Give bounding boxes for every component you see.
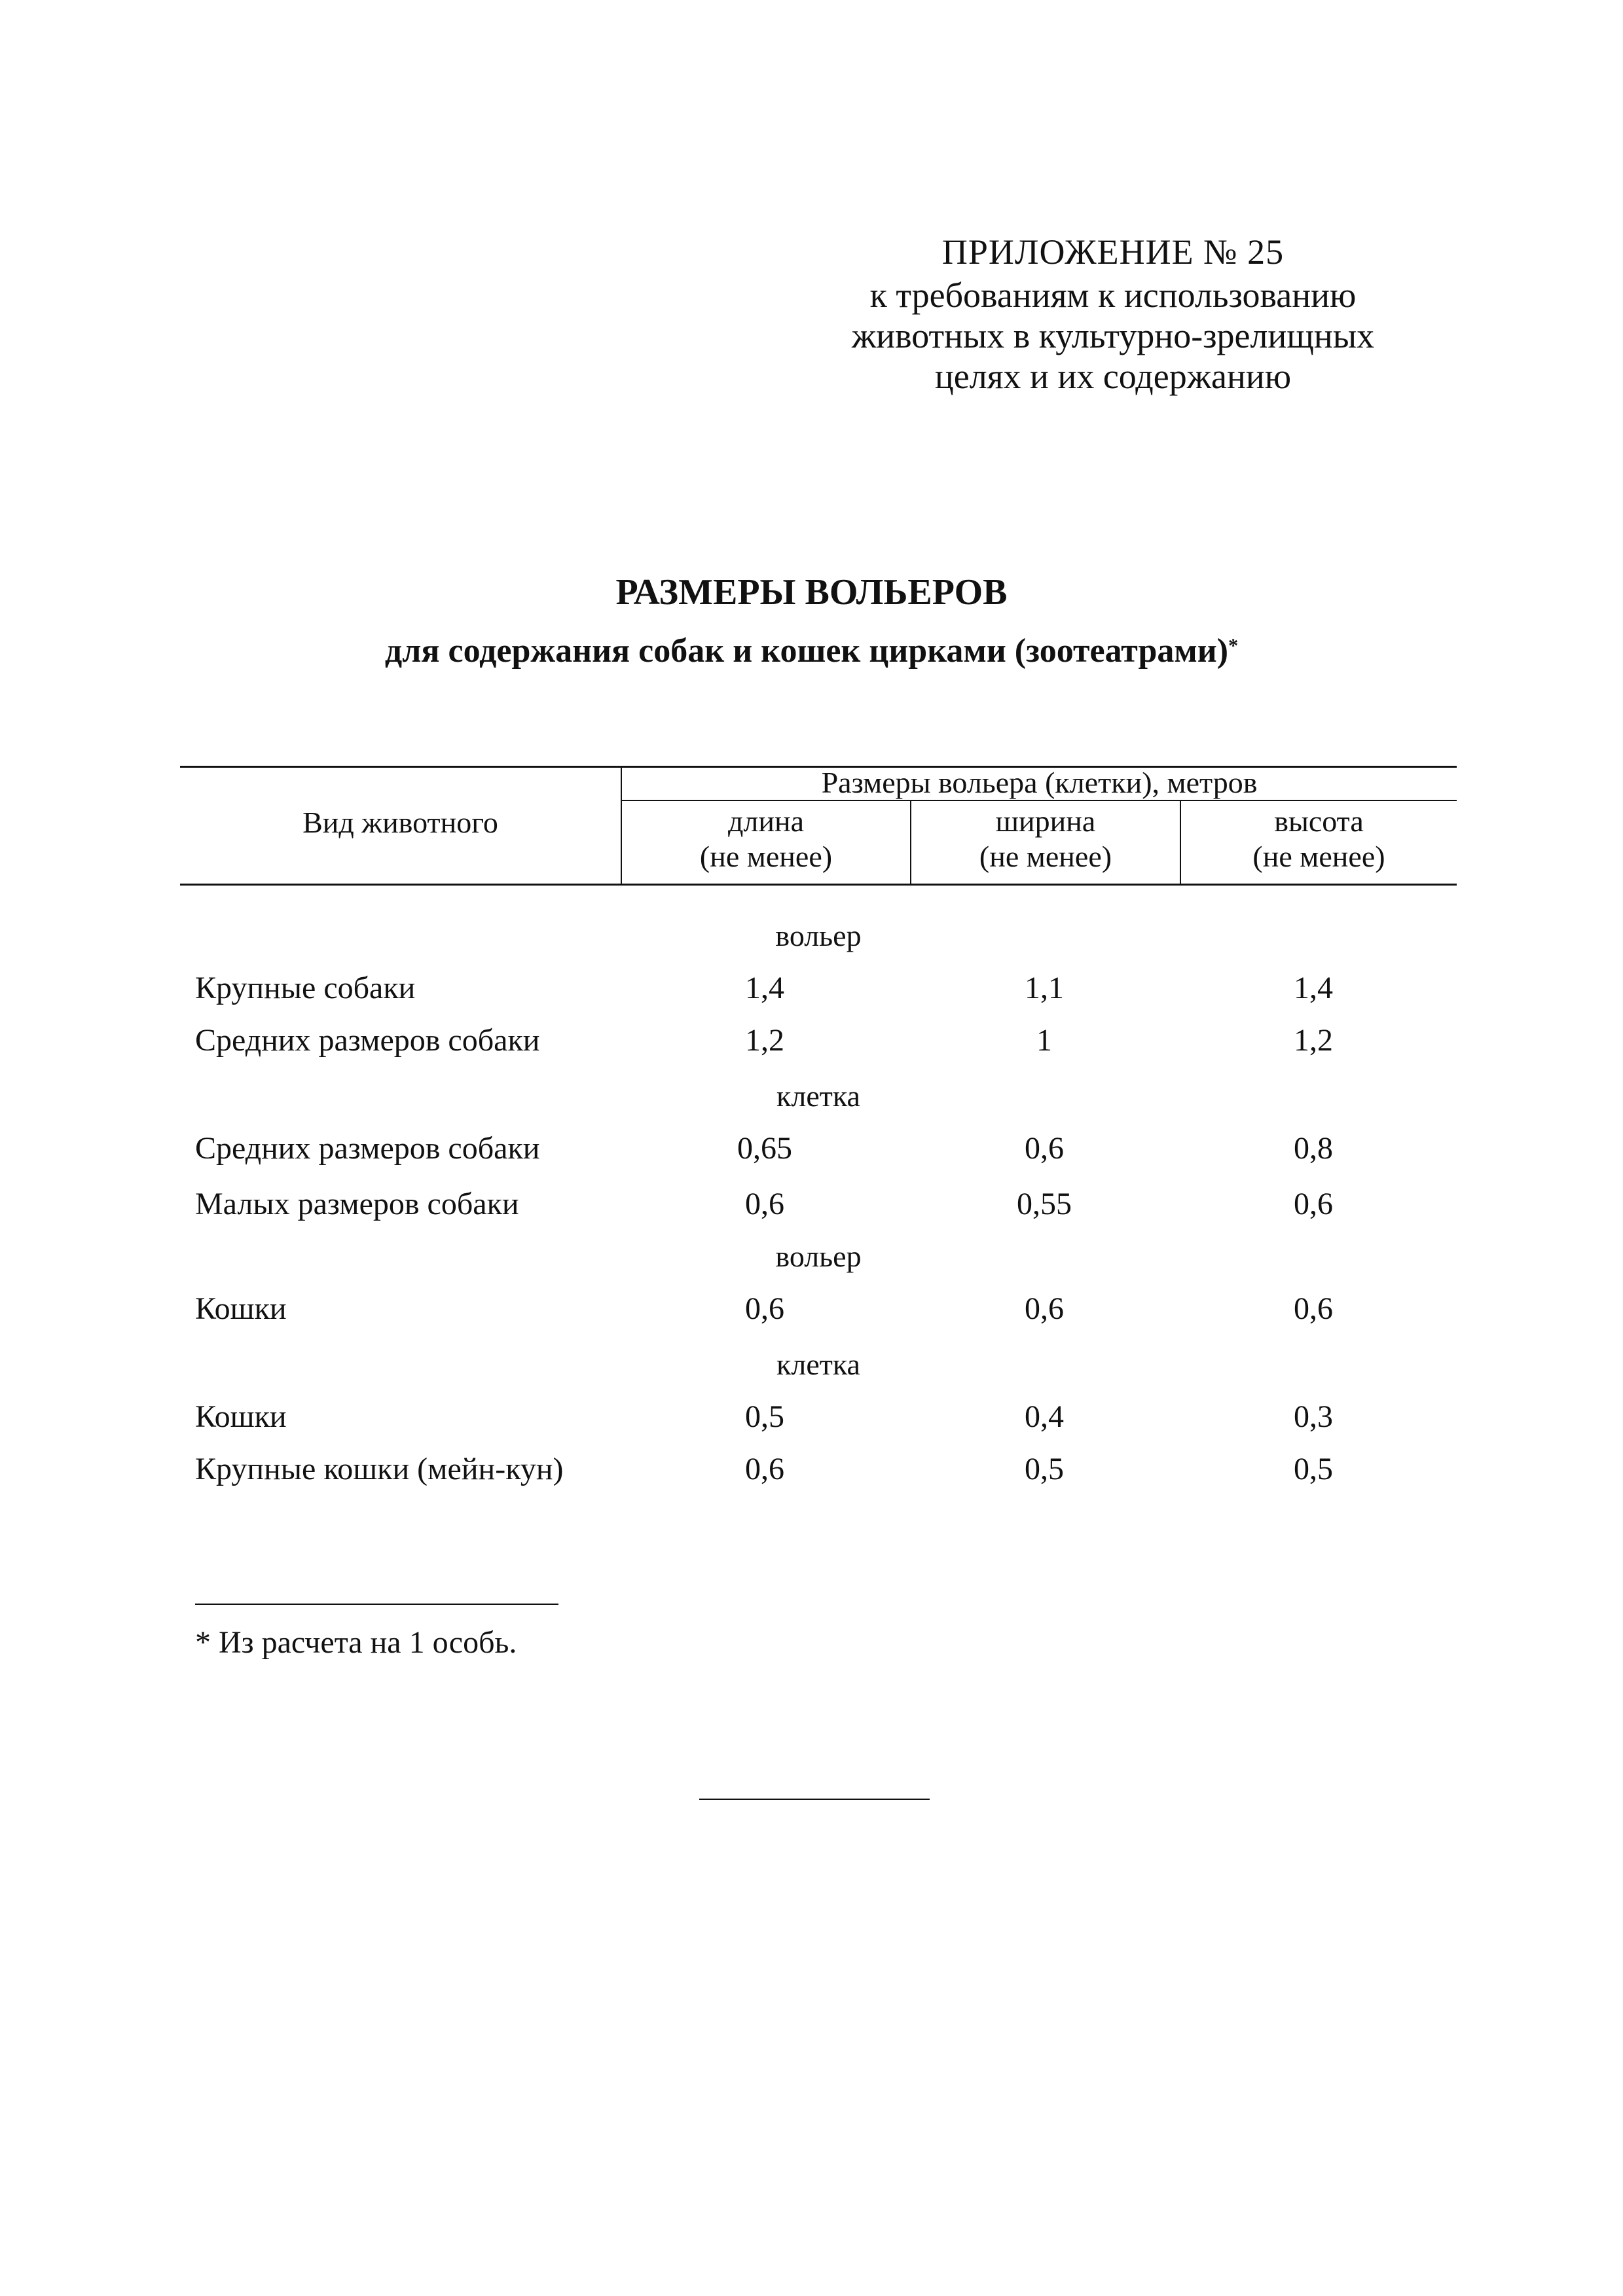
height-value: 1,2 (1294, 1023, 1333, 1058)
width-value: 0,6 (1025, 1291, 1064, 1326)
table-row (0, 1129, 1623, 1168)
width-value: 0,55 (1017, 1187, 1072, 1221)
width-value: 0,6 (1025, 1131, 1064, 1166)
animal-name: Крупные собаки (195, 971, 416, 1005)
document-title: РАЗМЕРЫ ВОЛЬЕРОВ (615, 572, 1008, 613)
animal-name: Кошки (195, 1399, 287, 1434)
table-row (0, 1450, 1623, 1489)
height-value: 0,6 (1294, 1291, 1333, 1326)
length-value: 1,4 (745, 971, 784, 1005)
width-value: 0,4 (1025, 1399, 1064, 1434)
height-value: 0,6 (1294, 1187, 1333, 1221)
length-value: 0,5 (745, 1399, 784, 1434)
section-label-enclosure: вольер (775, 919, 862, 952)
height-value: 0,5 (1294, 1452, 1333, 1486)
animal-name: Кошки (195, 1291, 287, 1326)
length-value: 0,6 (745, 1187, 784, 1221)
animal-name: Крупные кошки (мейн-кун) (195, 1452, 564, 1486)
section-label-enclosure: вольер (775, 1240, 862, 1273)
width-value: 0,5 (1025, 1452, 1064, 1486)
footnote-separator (195, 1604, 558, 1605)
table-row (0, 1397, 1623, 1437)
header-width-name: ширина (995, 804, 1096, 838)
animal-name: Средних размеров собаки (195, 1131, 540, 1166)
table-row (0, 1021, 1623, 1060)
animal-name: Малых размеров собаки (195, 1187, 519, 1221)
table-row (0, 1289, 1623, 1329)
length-value: 0,65 (737, 1131, 792, 1166)
length-value: 1,2 (745, 1023, 784, 1058)
table-row (0, 1185, 1623, 1224)
length-value: 0,6 (745, 1452, 784, 1486)
annex-title: ПРИЛОЖЕНИЕ № 25 (941, 232, 1285, 272)
height-value: 0,8 (1294, 1131, 1333, 1166)
end-of-document-rule (699, 1799, 930, 1800)
length-value: 0,6 (745, 1291, 784, 1326)
header-length-note: (не менее) (699, 840, 833, 873)
header-height (1181, 804, 1457, 874)
section-label-cage: клетка (776, 1079, 860, 1113)
width-value: 1 (1036, 1023, 1052, 1058)
header-height-note: (не менее) (1252, 840, 1385, 873)
annex-block (786, 229, 1440, 397)
height-value: 0,3 (1294, 1399, 1333, 1434)
section-label-cage: клетка (776, 1348, 860, 1381)
header-width-note: (не менее) (979, 840, 1112, 873)
document-subtitle-text: для содержания собак и кошек цирками (зоотеатрами) (384, 632, 1229, 670)
footnote-marker: * (1228, 635, 1239, 656)
annex-line: к требованиям к использованию (869, 276, 1357, 315)
table-header-bottom-rule (180, 884, 1457, 886)
annex-line: животных в культурно-зрелищных (851, 316, 1375, 355)
document-subtitle (0, 628, 1623, 674)
table-group-rule (621, 800, 1457, 801)
header-height-name: высота (1274, 804, 1364, 838)
height-value: 1,4 (1294, 971, 1333, 1005)
header-animal-type: Вид животного (302, 806, 498, 839)
animal-name: Средних размеров собаки (195, 1023, 540, 1058)
header-width (911, 804, 1180, 874)
table-row (0, 969, 1623, 1008)
header-length (622, 804, 910, 874)
width-value: 1,1 (1025, 971, 1064, 1005)
header-size-group: Размеры вольера (клетки), метров (821, 766, 1258, 799)
footnote: * Из расчета на 1 особь. (195, 1625, 517, 1660)
header-length-name: длина (727, 804, 804, 838)
annex-line: целях и их содержанию (934, 357, 1292, 396)
